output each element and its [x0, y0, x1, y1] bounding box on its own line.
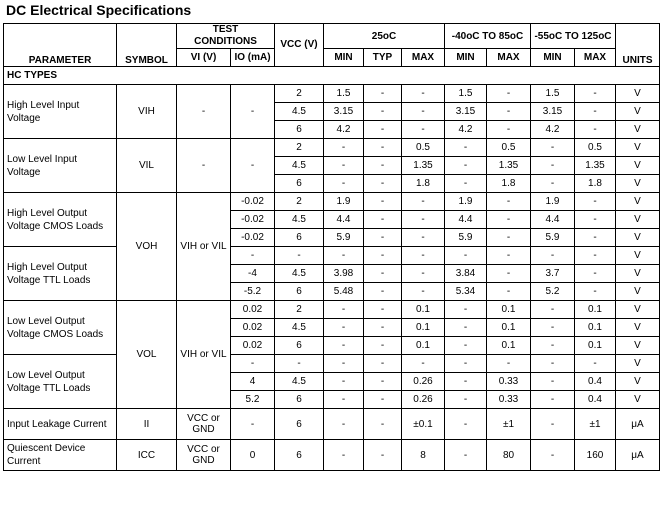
cell: 3.15 [531, 103, 575, 121]
cell: - [445, 319, 487, 337]
cell: - [575, 265, 616, 283]
cell: 4.2 [324, 121, 364, 139]
header-units: UNITS [616, 24, 660, 67]
cell: - [445, 440, 487, 471]
cell: V [616, 139, 660, 157]
cell: 4.5 [275, 373, 324, 391]
cell: 5.2 [231, 391, 275, 409]
cell: 0.1 [575, 301, 616, 319]
cell: 4.2 [445, 121, 487, 139]
cell: - [487, 247, 531, 265]
cell: 0 [231, 440, 275, 471]
cell: 80 [487, 440, 531, 471]
cell: - [275, 355, 324, 373]
cell: - [275, 247, 324, 265]
cell: 1.5 [531, 85, 575, 103]
cell: - [231, 247, 275, 265]
cell: V [616, 337, 660, 355]
cell: 1.9 [324, 193, 364, 211]
cell: - [231, 409, 275, 440]
cell: - [445, 139, 487, 157]
cell: 3.7 [531, 265, 575, 283]
cell: - [364, 440, 402, 471]
cell: - [445, 301, 487, 319]
cell: - [364, 175, 402, 193]
cell: V [616, 355, 660, 373]
cell: - [487, 121, 531, 139]
cell: V [616, 265, 660, 283]
cell: 6 [275, 409, 324, 440]
cell: 0.33 [487, 373, 531, 391]
cell: - [445, 337, 487, 355]
cell: V [616, 301, 660, 319]
cell: 3.15 [445, 103, 487, 121]
cell: 6 [275, 337, 324, 355]
cell: - [445, 247, 487, 265]
cell: 4.5 [275, 265, 324, 283]
cell: - [531, 139, 575, 157]
cell: V [616, 103, 660, 121]
header-io: IO (mA) [231, 49, 275, 67]
cell: - [402, 103, 445, 121]
cell: 0.1 [575, 319, 616, 337]
vi-vil: - [177, 139, 231, 193]
cell: - [487, 229, 531, 247]
param-voh-cmos: High Level Output Voltage CMOS Loads [4, 193, 117, 247]
cell: - [364, 301, 402, 319]
cell: - [402, 121, 445, 139]
cell: - [575, 247, 616, 265]
table-row [4, 440, 660, 471]
vi-ii: VCC or GND [177, 409, 231, 440]
symbol-vil: VIL [117, 139, 177, 193]
cell: - [324, 391, 364, 409]
cell: 5.2 [531, 283, 575, 301]
cell: ±1 [487, 409, 531, 440]
table-row [4, 355, 660, 373]
cell: 6 [275, 391, 324, 409]
cell: - [364, 121, 402, 139]
cell: 0.1 [487, 337, 531, 355]
cell: 4.4 [531, 211, 575, 229]
cell: 1.9 [531, 193, 575, 211]
cell: - [364, 157, 402, 175]
cell: 1.5 [324, 85, 364, 103]
table-row [4, 409, 660, 440]
cell: - [487, 103, 531, 121]
cell: ±0.1 [402, 409, 445, 440]
cell: 0.1 [402, 337, 445, 355]
cell: - [231, 355, 275, 373]
cell: - [531, 355, 575, 373]
cell: - [364, 265, 402, 283]
cell: - [364, 409, 402, 440]
cell: - [364, 355, 402, 373]
cell: ±1 [575, 409, 616, 440]
header-parameter: PARAMETER [4, 24, 117, 67]
cell: - [364, 319, 402, 337]
symbol-vih: VIH [117, 85, 177, 139]
cell: - [364, 211, 402, 229]
cell: 160 [575, 440, 616, 471]
cell: 0.02 [231, 319, 275, 337]
section-hc-types: HC TYPES [4, 67, 660, 85]
cell: - [575, 229, 616, 247]
header-test-conditions: TEST CONDITIONS [177, 24, 275, 49]
cell: - [575, 355, 616, 373]
header-85c: -40oC TO 85oC [445, 24, 531, 49]
cell: 4 [231, 373, 275, 391]
cell: V [616, 175, 660, 193]
cell: - [364, 337, 402, 355]
cell: 1.5 [445, 85, 487, 103]
symbol-voh: VOH [117, 193, 177, 301]
table-row [4, 247, 660, 265]
symbol-vol: VOL [117, 301, 177, 409]
cell: - [575, 193, 616, 211]
cell: - [402, 211, 445, 229]
cell: 0.1 [575, 337, 616, 355]
cell: - [324, 319, 364, 337]
cell: 0.5 [575, 139, 616, 157]
cell: 2 [275, 85, 324, 103]
cell: 1.8 [402, 175, 445, 193]
cell: - [531, 373, 575, 391]
cell: V [616, 211, 660, 229]
cell: 4.5 [275, 319, 324, 337]
cell: 0.5 [402, 139, 445, 157]
cell: 0.02 [231, 337, 275, 355]
cell: -4 [231, 265, 275, 283]
param-vol-ttl: Low Level Output Voltage TTL Loads [4, 355, 117, 409]
cell: - [324, 409, 364, 440]
cell: - [364, 103, 402, 121]
dc-spec-table [3, 23, 660, 471]
cell: 5.9 [531, 229, 575, 247]
cell: - [487, 283, 531, 301]
cell: 2 [275, 139, 324, 157]
cell: 6 [275, 440, 324, 471]
cell: - [531, 409, 575, 440]
param-ii: Input Leakage Current [4, 409, 117, 440]
cell: - [364, 391, 402, 409]
cell: - [531, 337, 575, 355]
table-row [4, 193, 660, 211]
vi-voh: VIH or VIL [177, 193, 231, 301]
cell: - [402, 229, 445, 247]
cell: 4.5 [275, 211, 324, 229]
header-min-85: MIN [445, 49, 487, 67]
cell: 0.4 [575, 391, 616, 409]
cell: 8 [402, 440, 445, 471]
cell: - [487, 265, 531, 283]
cell: - [531, 247, 575, 265]
cell: - [402, 283, 445, 301]
cell: V [616, 319, 660, 337]
table-row [4, 139, 660, 157]
vi-icc: VCC or GND [177, 440, 231, 471]
param-vih: High Level Input Voltage [4, 85, 117, 139]
cell: 0.33 [487, 391, 531, 409]
cell: 5.9 [445, 229, 487, 247]
cell: - [402, 355, 445, 373]
header-min-25: MIN [324, 49, 364, 67]
cell: - [324, 337, 364, 355]
cell: V [616, 85, 660, 103]
cell: μA [616, 409, 660, 440]
cell: - [324, 440, 364, 471]
cell: 4.5 [275, 103, 324, 121]
cell: V [616, 121, 660, 139]
cell: - [531, 440, 575, 471]
cell: 3.84 [445, 265, 487, 283]
param-voh-ttl: High Level Output Voltage TTL Loads [4, 247, 117, 301]
cell: 0.4 [575, 373, 616, 391]
cell: - [487, 193, 531, 211]
header-max-125: MAX [575, 49, 616, 67]
cell: 0.26 [402, 373, 445, 391]
cell: - [324, 139, 364, 157]
cell: 4.4 [445, 211, 487, 229]
cell: - [324, 355, 364, 373]
cell: - [531, 391, 575, 409]
cell: 1.35 [575, 157, 616, 175]
header-vi: VI (V) [177, 49, 231, 67]
cell: 2 [275, 193, 324, 211]
cell: V [616, 229, 660, 247]
cell: 6 [275, 175, 324, 193]
cell: - [445, 373, 487, 391]
cell: -0.02 [231, 193, 275, 211]
cell: - [402, 85, 445, 103]
cell: - [445, 409, 487, 440]
header-vcc: VCC (V) [275, 24, 324, 67]
cell: - [575, 211, 616, 229]
cell: 0.1 [487, 301, 531, 319]
symbol-icc: ICC [117, 440, 177, 471]
cell: 0.26 [402, 391, 445, 409]
cell: - [364, 193, 402, 211]
cell: -0.02 [231, 211, 275, 229]
cell: 6 [275, 283, 324, 301]
cell: 1.8 [575, 175, 616, 193]
header-max-25: MAX [402, 49, 445, 67]
cell: - [324, 175, 364, 193]
cell: - [324, 301, 364, 319]
cell: 4.2 [531, 121, 575, 139]
cell: μA [616, 440, 660, 471]
header-symbol: SYMBOL [117, 24, 177, 67]
param-vil: Low Level Input Voltage [4, 139, 117, 193]
page-title: DC Electrical Specifications [6, 2, 192, 18]
cell: - [531, 157, 575, 175]
header-25c: 25oC [324, 24, 445, 49]
cell: - [364, 229, 402, 247]
cell: -0.02 [231, 229, 275, 247]
cell: 4.5 [275, 157, 324, 175]
header-max-85: MAX [487, 49, 531, 67]
cell: 5.34 [445, 283, 487, 301]
io-vil: - [231, 139, 275, 193]
cell: 4.4 [324, 211, 364, 229]
cell: - [531, 319, 575, 337]
cell: 1.9 [445, 193, 487, 211]
cell: 0.1 [402, 319, 445, 337]
cell: - [324, 247, 364, 265]
cell: - [364, 85, 402, 103]
table-row [4, 301, 660, 319]
cell: - [445, 355, 487, 373]
cell: V [616, 391, 660, 409]
cell: - [402, 247, 445, 265]
table-row [4, 85, 660, 103]
cell: 6 [275, 121, 324, 139]
cell: -5.2 [231, 283, 275, 301]
param-icc: Quiescent Device Current [4, 440, 117, 471]
cell: - [487, 211, 531, 229]
param-vol-cmos: Low Level Output Voltage CMOS Loads [4, 301, 117, 355]
symbol-ii: II [117, 409, 177, 440]
cell: 1.8 [487, 175, 531, 193]
cell: - [445, 391, 487, 409]
cell: 1.35 [487, 157, 531, 175]
cell: - [324, 373, 364, 391]
header-min-125: MIN [531, 49, 575, 67]
vi-vih: - [177, 85, 231, 139]
cell: - [402, 265, 445, 283]
vi-vol: VIH or VIL [177, 301, 231, 409]
cell: - [575, 103, 616, 121]
cell: V [616, 283, 660, 301]
cell: 0.02 [231, 301, 275, 319]
cell: - [364, 139, 402, 157]
cell: - [531, 301, 575, 319]
cell: 3.98 [324, 265, 364, 283]
cell: 1.35 [402, 157, 445, 175]
cell: - [364, 247, 402, 265]
cell: 0.1 [487, 319, 531, 337]
header-125c: -55oC TO 125oC [531, 24, 616, 49]
cell: V [616, 373, 660, 391]
cell: - [445, 175, 487, 193]
cell: - [445, 157, 487, 175]
cell: - [364, 283, 402, 301]
cell: - [575, 283, 616, 301]
cell: - [487, 355, 531, 373]
cell: - [575, 121, 616, 139]
cell: 3.15 [324, 103, 364, 121]
cell: 5.48 [324, 283, 364, 301]
header-typ-25: TYP [364, 49, 402, 67]
cell: - [575, 85, 616, 103]
cell: 0.5 [487, 139, 531, 157]
cell: V [616, 247, 660, 265]
cell: - [402, 193, 445, 211]
io-vih: - [231, 85, 275, 139]
cell: - [487, 85, 531, 103]
cell: V [616, 157, 660, 175]
cell: - [531, 175, 575, 193]
cell: V [616, 193, 660, 211]
cell: - [324, 157, 364, 175]
cell: 2 [275, 301, 324, 319]
cell: - [364, 373, 402, 391]
cell: 6 [275, 229, 324, 247]
cell: 0.1 [402, 301, 445, 319]
cell: 5.9 [324, 229, 364, 247]
